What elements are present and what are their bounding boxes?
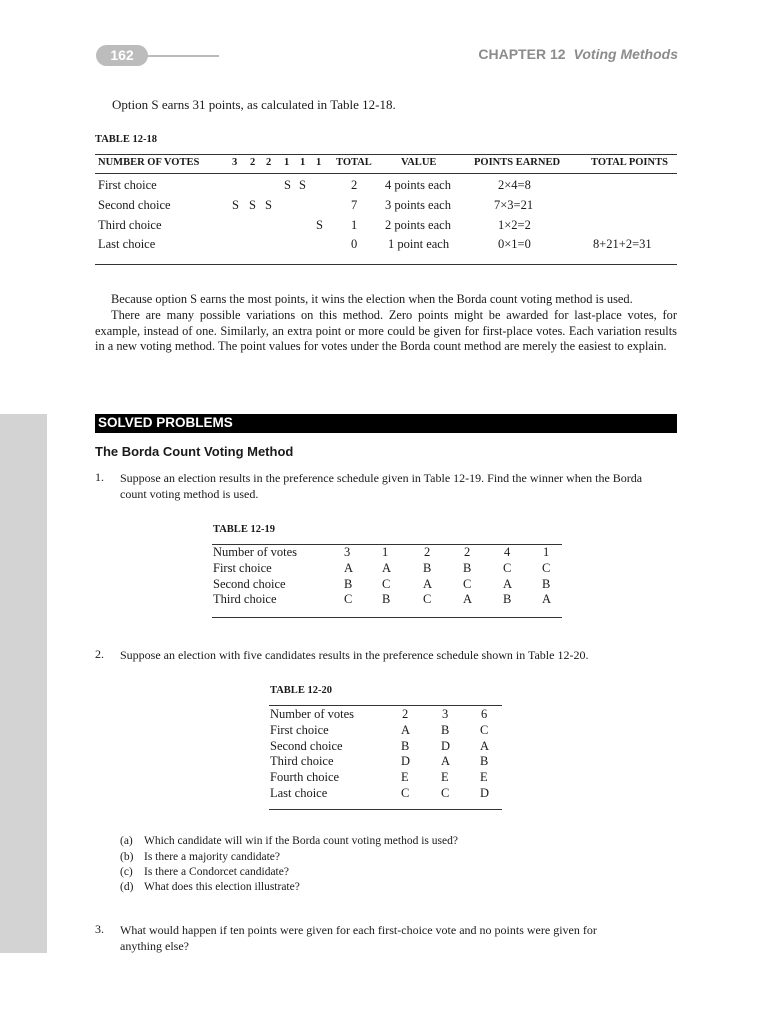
mark: S (265, 198, 272, 212)
cell: B (542, 577, 551, 591)
row-label: First choice (98, 178, 157, 192)
cell: B (344, 577, 353, 591)
sub-question-label: (a) (120, 835, 133, 847)
cell: B (423, 561, 432, 575)
problem-text: What would happen if ten points were given for each first-choice vote and no points were given for anything else? (120, 923, 597, 953)
mark: S (232, 198, 239, 212)
paragraph-2: There are many possible variations on this method. Zero points might be awarded for last-place votes, for example, instead of one. Similarly, an extra point or more could be given for first-place votes. Each variation results in a new voting method. The point values for votes under the Borda count method are merely the easiest to explain. (95, 307, 677, 354)
row-label: Number of votes (213, 545, 298, 559)
cell: A (480, 739, 490, 753)
row-label: Second choice (98, 198, 171, 212)
mark: S (284, 178, 291, 192)
row-label: Third choice (213, 592, 277, 606)
header-total-points: TOTAL POINTS (591, 157, 668, 168)
mark: S (249, 198, 256, 212)
cell: A (401, 723, 411, 737)
cell: 3 (344, 545, 351, 559)
header-value: VALUE (401, 157, 437, 168)
cell: B (441, 723, 450, 737)
intro-text: Option S earns 31 points, as calculated in Table 12-18. (112, 97, 396, 112)
row-total: 0 (351, 237, 358, 251)
problem-number: 1. (95, 470, 104, 484)
cell: B (480, 754, 489, 768)
row-label: Second choice (270, 739, 343, 753)
header-total: TOTAL (336, 157, 372, 168)
banner-label: SOLVED PROBLEMS (98, 415, 233, 430)
row-label: Last choice (270, 786, 328, 800)
cell: D (401, 754, 411, 768)
cell: C (542, 561, 551, 575)
row-label: Last choice (98, 237, 156, 251)
cell: A (463, 592, 473, 606)
cell: 6 (481, 707, 488, 721)
cell: C (344, 592, 353, 606)
header-earned: POINTS EARNED (474, 157, 561, 168)
header-count: 3 (232, 157, 238, 168)
sub-question (120, 881, 300, 893)
cell: A (382, 561, 392, 575)
row-label: First choice (213, 561, 272, 575)
cell: C (441, 786, 450, 800)
cell: 1 (382, 545, 389, 559)
page-number: 162 (96, 45, 148, 66)
solved-problems-banner (95, 414, 677, 433)
paragraph-1: Because option S earns the most points, it wins the election when the Borda count voting method is used. (111, 292, 633, 306)
row-value: 1 point each (388, 237, 450, 251)
cell: A (542, 592, 552, 606)
cell: 1 (543, 545, 550, 559)
sub-question (120, 866, 289, 878)
sub-question-label: (b) (120, 851, 134, 863)
row-earned: 1×2=2 (498, 218, 531, 232)
row-label: First choice (270, 723, 329, 737)
header-count: 2 (250, 157, 256, 168)
cell: C (503, 561, 512, 575)
cell: B (463, 561, 472, 575)
header-count: 2 (266, 157, 272, 168)
problem-number: 2. (95, 647, 104, 661)
cell: 3 (442, 707, 449, 721)
header-rule (146, 55, 219, 57)
cell: E (480, 770, 488, 784)
header-count: 1 (284, 157, 290, 168)
row-value: 3 points each (385, 198, 451, 212)
row-total: 1 (351, 218, 358, 232)
sub-question (120, 851, 280, 863)
header-count: 1 (316, 157, 322, 168)
section-title: The Borda Count Voting Method (95, 444, 294, 459)
cell: 2 (424, 545, 431, 559)
cell: B (382, 592, 391, 606)
row-label: Fourth choice (270, 770, 340, 784)
sub-question (120, 835, 458, 847)
cell: 4 (504, 545, 511, 559)
sub-question-text: Is there a Condorcet candidate? (144, 866, 289, 878)
cell: A (423, 577, 433, 591)
row-label: Third choice (98, 218, 162, 232)
cell: C (401, 786, 410, 800)
cell: A (441, 754, 451, 768)
table-12-20-caption: TABLE 12-20 (270, 685, 332, 696)
cell: C (382, 577, 391, 591)
chapter-label: CHAPTER 12 (478, 46, 566, 62)
row-total: 2 (351, 178, 358, 192)
cell: D (441, 739, 451, 753)
mark: S (299, 178, 306, 192)
chapter-title: Voting Methods (573, 46, 678, 62)
row-total-points: 8+21+2=31 (593, 237, 652, 251)
sub-question-label: (c) (120, 866, 133, 878)
cell: E (441, 770, 449, 784)
row-label: Number of votes (270, 707, 355, 721)
table-12-20 (269, 705, 502, 810)
table-12-19-caption: TABLE 12-19 (213, 524, 275, 535)
row-value: 2 points each (385, 218, 451, 232)
sub-question-text: Is there a majority candidate? (144, 851, 281, 863)
margin-bar (0, 414, 47, 953)
cell: C (423, 592, 432, 606)
row-label: Third choice (270, 754, 334, 768)
mark: S (316, 218, 323, 232)
cell: D (480, 786, 490, 800)
problem-text: Suppose an election results in the preference schedule given in Table 12-19. Find the winner when the Borda count voting method is used. (120, 471, 643, 501)
problem-text: Suppose an election with five candidates results in the preference schedule shown in Table 12-20. (120, 648, 589, 662)
row-earned: 7×3=21 (494, 198, 534, 212)
row-earned: 2×4=8 (498, 178, 531, 192)
cell: B (401, 739, 410, 753)
table-12-19 (212, 544, 562, 619)
row-earned: 0×1=0 (498, 237, 531, 251)
paragraph (95, 292, 677, 355)
cell: E (401, 770, 409, 784)
header-count: 1 (300, 157, 306, 168)
sub-question-text: Which candidate will win if the Borda count voting method is used? (144, 835, 458, 847)
cell: 2 (402, 707, 409, 721)
row-label: Second choice (213, 577, 286, 591)
cell: B (503, 592, 512, 606)
running-header (478, 46, 678, 62)
row-total: 7 (351, 198, 358, 212)
row-value: 4 points each (385, 178, 451, 192)
cell: C (480, 723, 489, 737)
problem-number: 3. (95, 922, 104, 936)
cell: A (503, 577, 513, 591)
sub-question-text: What does this election illustrate? (144, 881, 300, 893)
cell: A (344, 561, 354, 575)
table-12-18-caption: TABLE 12-18 (95, 134, 157, 145)
cell: 2 (464, 545, 471, 559)
cell: C (463, 577, 472, 591)
sub-question-label: (d) (120, 881, 134, 893)
header-votes: NUMBER OF VOTES (98, 157, 200, 168)
